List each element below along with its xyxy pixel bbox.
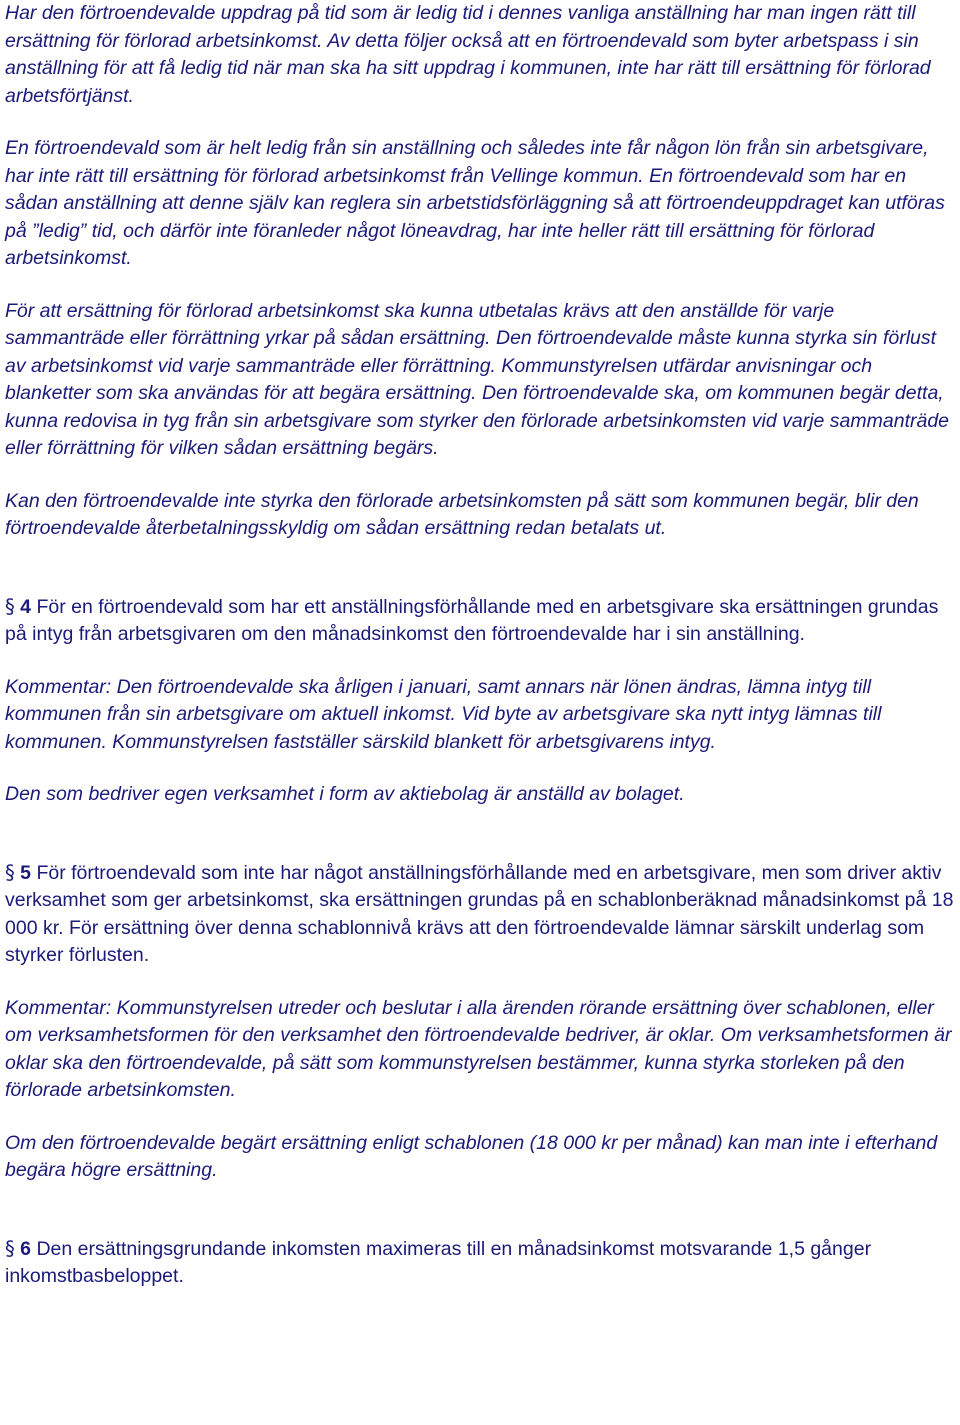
section-sign-4: § — [5, 594, 15, 618]
section-5-note: Om den förtroendevalde begärt ersättning enligt schablonen (18 000 kr per månad) kan man inte i efterhand begära högre ersättning. — [5, 1131, 938, 1181]
section-4 — [5, 593, 955, 649]
section-4-comment: Kommentar: Den förtroendevalde ska årligen i januari, samt annars när lönen ändras, lämna intyg till kommunen från sin arbetsgivare om aktuell inkomst. Vid byte av arbetsgivare ska nytt intyg lämnas till kommunen. Kommunstyrelsen fastställer särskild blankett för arbetsgivarens intyg. — [5, 675, 882, 753]
section-5 — [5, 859, 955, 970]
section-text-4: För en förtroendevald som har ett anställningsförhållande med en arbetsgivare ska ersättningen grundas på intyg från arbetsgivaren om den månadsinkomst den förtroendevalde har i sin anställning. — [5, 595, 939, 645]
section-sign-6: § — [5, 1236, 15, 1260]
paragraph-helt-ledig: En förtroendevald som är helt ledig från sin anställning och således inte får någon lön från sin arbetsgivare, har inte rätt till ersättning för förlorad arbetsinkomst från Vellinge kommun. En förtroendevald som har en sådan anställning att denne själv kan reglera sin arbetstidsförläggning så att förtroendeuppdraget kan utföras på ”ledig” tid, och därför inte föranleder något löneavdrag, har inte heller rätt till ersättning för förlorad arbetsinkomst. — [5, 137, 945, 269]
section-text-5: För förtroendevald som inte har något anställningsförhållande med en arbetsgivare, men som driver aktiv verksamhet som ger arbetsinkomst, ska ersättningen grundas på en schablonberäknad månadsinkomst på 18 000 kr. För ersättning över denna schablonnivå krävs att den förtroendevalde lämnar särskilt underlag som styrker förlusten. — [5, 861, 954, 966]
section-text-6: Den ersättningsgrundande inkomsten maximeras till en månadsinkomst motsvarande 1,5 gånger inkomstbasbeloppet. — [5, 1237, 872, 1287]
paragraph-aterbetalning: Kan den förtroendevalde inte styrka den förlorade arbetsinkomsten på sätt som kommunen begär, blir den förtroendevalde återbetalningsskyldig om sådan ersättning redan betalats ut. — [5, 489, 919, 539]
section-5-comment: Kommentar: Kommunstyrelsen utreder och beslutar i alla ärenden rörande ersättning över schablonen, eller om verksamhetsformen för den verksamhet den förtroendevalde bedriver, är oklar. Om verksamhetsformen är oklar ska den förtroendevalde, på sätt som kommunstyrelsen bestämmer, kunna styrka storleken på den förlorade arbetsinkomsten. — [5, 996, 952, 1101]
section-number-5: 5 — [20, 861, 32, 884]
section-sign-5: § — [5, 860, 15, 884]
section-6 — [5, 1235, 955, 1291]
section-number-6: 6 — [20, 1237, 32, 1260]
section-4-note: Den som bedriver egen verksamhet i form av aktiebolag är anställd av bolaget. — [5, 783, 685, 805]
paragraph-utbetalning-villkor: För att ersättning för förlorad arbetsinkomst ska kunna utbetalas krävs att den anställde för varje sammanträde eller förrättning yrkar på sådan ersättning. Den förtroendevalde måste kunna styrka sin förlust av arbetsinkomst vid varje sammanträde eller förrättning. Kommunstyrelsen utfärdar anvisningar och blanketter som ska användas för att begära ersättning. Den förtroendevalde ska, om kommunen begär detta, kunna redovisa in tyg från sin arbetsgivare som styrker den förlorade arbetsinkomsten vid varje sammanträde eller förrättning för vilken sådan ersättning begärs. — [5, 299, 950, 459]
document-page — [5, 0, 955, 1291]
paragraph-ledig-tid: Har den förtroendevalde uppdrag på tid som är ledig tid i dennes vanliga anställning har man ingen rätt till ersättning för förlorad arbetsinkomst. Av detta följer också att en förtroendevald som byter arbetspass i sin anställning för att få ledig tid när man ska ha sitt uppdrag i kommunen, inte har rätt till ersättning för förlorad arbetsförtjänst. — [5, 2, 931, 107]
section-number-4: 4 — [20, 595, 32, 618]
